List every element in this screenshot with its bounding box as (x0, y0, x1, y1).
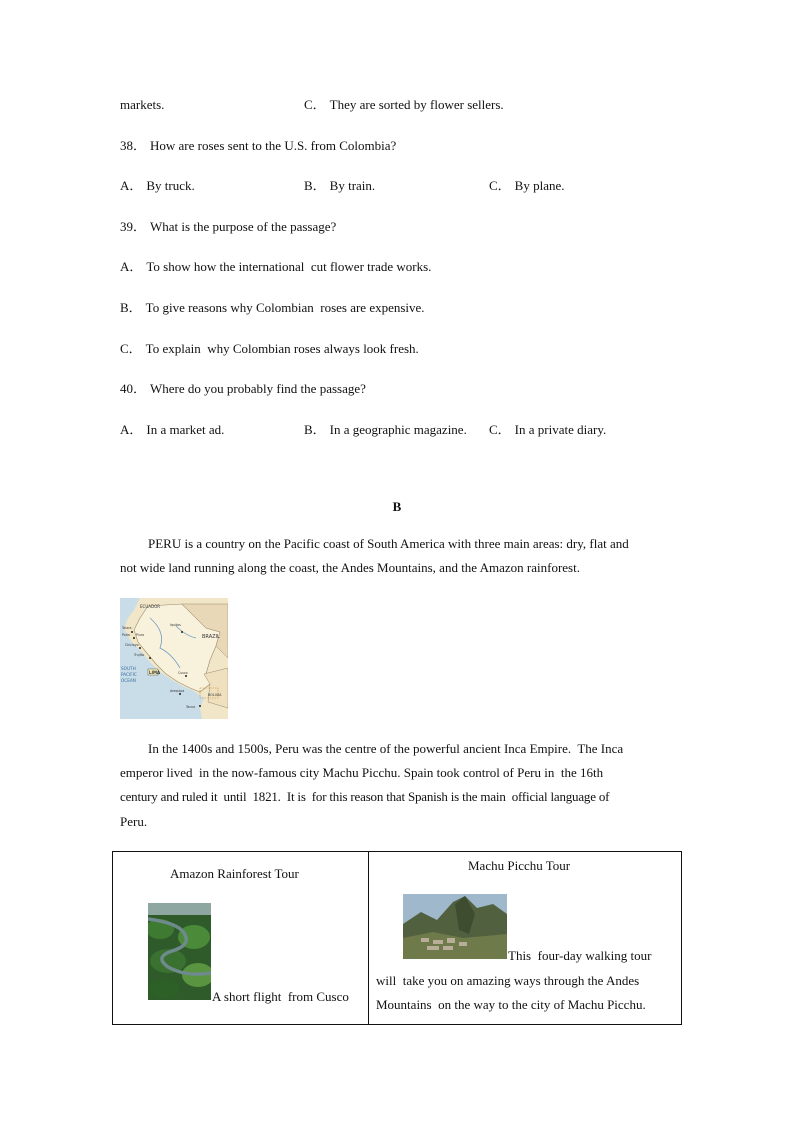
map-label-piura: Piura (136, 633, 145, 637)
tour-table (112, 851, 682, 1025)
option-label: C． (304, 97, 326, 112)
option-text: In a market ad. (146, 422, 225, 437)
machu-tour-text-line1: This four-day walking tour (508, 948, 652, 963)
map-label-lima: LIMA (149, 670, 161, 675)
option-text: To give reasons why Colombian roses are expensive. (145, 300, 425, 315)
option-text: In a geographic magazine. (329, 422, 467, 437)
option-text: In a private diary. (514, 422, 607, 437)
option-label: C． (489, 422, 511, 437)
amazon-tour-title: Amazon Rainforest Tour (170, 866, 299, 881)
machu-picchu-image (403, 894, 507, 959)
map-label-ocean: OCEAN (121, 678, 136, 683)
map-label-pacific: PACIFIC (121, 672, 137, 677)
q38-question (120, 138, 396, 154)
option-label: B． (120, 300, 142, 315)
q39-option-c (120, 341, 419, 357)
q38-option-c (489, 178, 565, 194)
q38-option-b (304, 178, 375, 194)
peru-map-graphic (120, 598, 228, 719)
q37-option-b-cont: markets. (120, 97, 165, 112)
map-label-chiclayo: Chiclayo (125, 643, 139, 647)
map-label-arequipa: Arequipa (170, 689, 185, 693)
q40-option-a (120, 422, 224, 438)
map-label-cusco: Cusco (178, 671, 188, 675)
map-label-talara: Talara (122, 626, 132, 630)
machu-picchu-photo (403, 894, 507, 959)
q38-option-a (120, 178, 195, 194)
option-label: A． (120, 178, 143, 193)
option-label: B． (304, 422, 326, 437)
q40-option-b (304, 422, 467, 438)
para1-line2: not wide land running along the coast, the Andes Mountains, and the Amazon rainforest. (120, 560, 580, 575)
option-label: C． (489, 178, 511, 193)
map-label-south: SOUTH (121, 666, 136, 671)
map-label-bolivia: BOLIVIA (208, 693, 222, 697)
para1-line1: PERU is a country on the Pacific coast of South America with three main areas: dry, flat and (148, 536, 629, 551)
option-text: By train. (329, 178, 376, 193)
peru-map (120, 598, 228, 719)
amazon-tour-text: A short flight from Cusco (212, 989, 349, 1004)
para2-line2: emperor lived in the now-famous city Machu Picchu. Spain took control of Peru in the 16th (120, 765, 604, 780)
option-label: A． (120, 422, 143, 437)
machu-tour-text-line3: Mountains on the way to the city of Machu Picchu. (376, 997, 646, 1012)
option-label: C． (120, 341, 142, 356)
map-label-ecuador: ECUADOR (140, 604, 160, 609)
option-text: They are sorted by flower sellers. (329, 97, 504, 112)
q39-option-b (120, 300, 425, 316)
question-number: 38． (120, 138, 147, 153)
para2-line1: In the 1400s and 1500s, Peru was the centre of the powerful ancient Inca Empire. The Inca (148, 741, 624, 756)
amazon-rainforest-photo (148, 903, 211, 1000)
option-text: To explain why Colombian roses always look fresh. (145, 341, 419, 356)
q39-question (120, 219, 336, 235)
question-text: What is the purpose of the passage? (150, 219, 337, 234)
map-label-paita: Paita (122, 633, 130, 637)
map-label-trujillo: Trujillo (134, 653, 145, 657)
q39-option-a (120, 259, 431, 275)
machu-tour-title: Machu Picchu Tour (468, 858, 571, 873)
map-label-tacna: Tacna (186, 705, 196, 709)
option-label: B． (304, 178, 326, 193)
question-text: Where do you probably find the passage? (150, 381, 366, 396)
option-label: A． (120, 259, 143, 274)
question-text: How are roses sent to the U.S. from Colombia? (150, 138, 397, 153)
para2-line3: century and ruled it until 1821. It is for this reason that Spanish is the main official language of (120, 789, 610, 804)
question-number: 39． (120, 219, 147, 234)
table-divider (368, 852, 369, 1024)
para2-line4: Peru. (120, 814, 148, 829)
q37-option-c (304, 97, 504, 113)
section-heading: B (392, 499, 402, 514)
option-text: To show how the international cut flower trade works. (146, 259, 432, 274)
option-text: By plane. (514, 178, 565, 193)
question-number: 40． (120, 381, 147, 396)
q40-question (120, 381, 366, 397)
machu-tour-text-line2: will take you on amazing ways through the Andes (376, 973, 640, 988)
option-text: By truck. (146, 178, 195, 193)
map-label-brazil: BRAZIL (202, 634, 220, 640)
q40-option-c (489, 422, 606, 438)
amazon-rainforest-image (148, 903, 211, 1000)
map-label-iquitos: Iquitos (170, 623, 181, 627)
